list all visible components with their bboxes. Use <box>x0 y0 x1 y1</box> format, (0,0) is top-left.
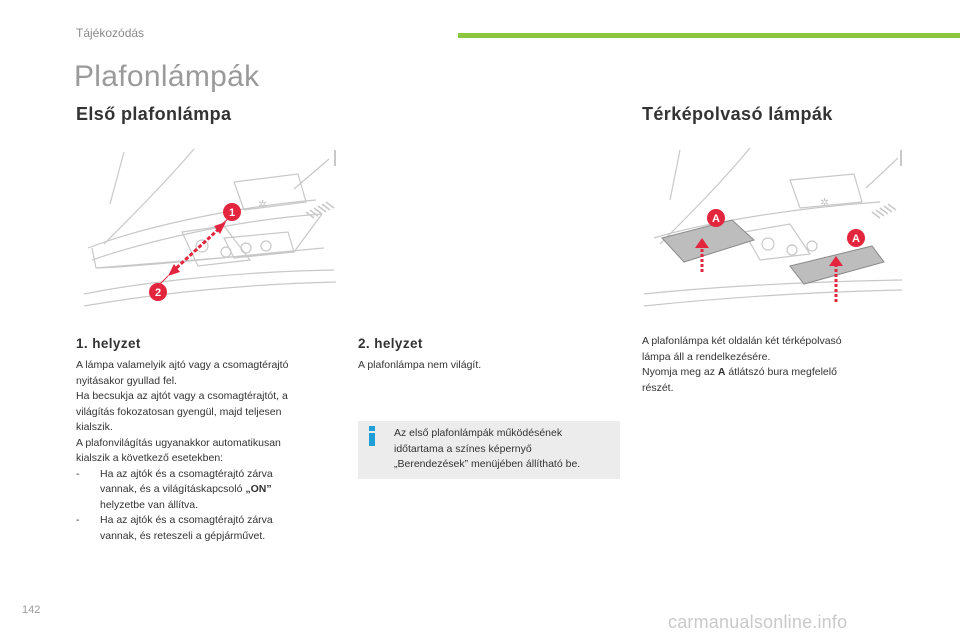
position-1-para1-line: A lámpa valamelyik ajtó vagy a csomagtérajtó <box>76 359 289 371</box>
position-1-para2-line: világítás fokozatosan gyengül, majd teljesen <box>76 405 282 418</box>
callout-2 <box>149 283 167 301</box>
page-number: 142 <box>22 604 41 616</box>
bullet-item <box>76 467 348 514</box>
position-1-para2-line: kialszik. <box>76 421 113 433</box>
callout-a-label: A <box>852 233 860 245</box>
callout-1-label: 1 <box>228 207 236 219</box>
bullet-line: Ha az ajtók és a csomagtérajtó zárva <box>100 467 273 480</box>
front-lamp-heading: Első plafonlámpa <box>76 104 232 124</box>
callout-a-right <box>847 229 865 247</box>
svg-text:✲: ✲ <box>258 199 268 211</box>
page-title: Plafonlámpák <box>74 60 260 93</box>
info-line: Az első plafonlámpák működésének <box>394 427 563 439</box>
map-lamps-line <box>642 365 914 381</box>
info-box-text <box>394 426 618 473</box>
callout-a-label: A <box>712 213 720 225</box>
bullet-line: helyzetbe van állítva. <box>100 498 199 511</box>
position-1-para1-line: nyitásakor gyullad fel. <box>76 374 177 387</box>
map-lamps-text-pre: Nyomja meg az <box>642 366 718 378</box>
front-lamp-illustration <box>74 144 340 324</box>
map-lamps-line: lámpa áll a rendelkezésére. <box>642 350 771 363</box>
switch-position-label: „ON” <box>245 483 272 495</box>
map-lamps-line: A plafonlámpa két oldalán két térképolvasó <box>642 335 842 347</box>
info-line: időtartama a színes képernyő <box>394 442 532 455</box>
callout-2-label: 2 <box>154 287 162 299</box>
map-lamps-text-post: átlátszó bura megfelelő <box>725 366 837 378</box>
bullet-line: Ha az ajtók és a csomagtérajtó zárva <box>100 514 273 526</box>
bullet-item <box>76 513 348 544</box>
bullet-dash: - <box>76 514 80 526</box>
info-line: „Berendezések” menüjében állítható be. <box>394 458 581 470</box>
map-lamps-heading: Térképolvasó lámpák <box>642 104 833 124</box>
bullet-text: vannak, és a világításkapcsoló <box>100 483 246 495</box>
lens-label: A <box>717 366 726 378</box>
position-1-para3-line: kialszik a következő esetekben: <box>76 452 224 464</box>
bullet-line <box>100 482 273 498</box>
map-lamps-line: részét. <box>642 381 674 394</box>
position-2-text: A plafonlámpa nem világít. <box>358 359 482 371</box>
map-lamps-text <box>642 334 914 396</box>
info-icon <box>366 426 378 446</box>
section-label: Tájékozódás <box>76 26 145 40</box>
position-1-para2-line: Ha becsukja az ajtót vagy a csomagtérajtót, a <box>76 390 288 402</box>
position-1-heading: 1. helyzet <box>76 336 141 351</box>
position-1-para3-line: A plafonvilágítás ugyanakkor automatikusan <box>76 436 281 449</box>
position-1-text <box>76 358 348 544</box>
section-accent-bar <box>458 33 960 38</box>
svg-text:✲: ✲ <box>820 197 830 209</box>
callout-a-left <box>707 209 725 227</box>
watermark: carmanualsonline.info <box>668 612 848 632</box>
callout-1 <box>223 203 241 221</box>
bullet-line: vannak, és reteszeli a gépjárművet. <box>100 529 266 542</box>
left-map-lamp-lens <box>662 220 754 262</box>
position-2-heading: 2. helyzet <box>358 336 423 351</box>
bullet-dash: - <box>76 467 80 480</box>
map-lamps-illustration <box>640 144 906 324</box>
